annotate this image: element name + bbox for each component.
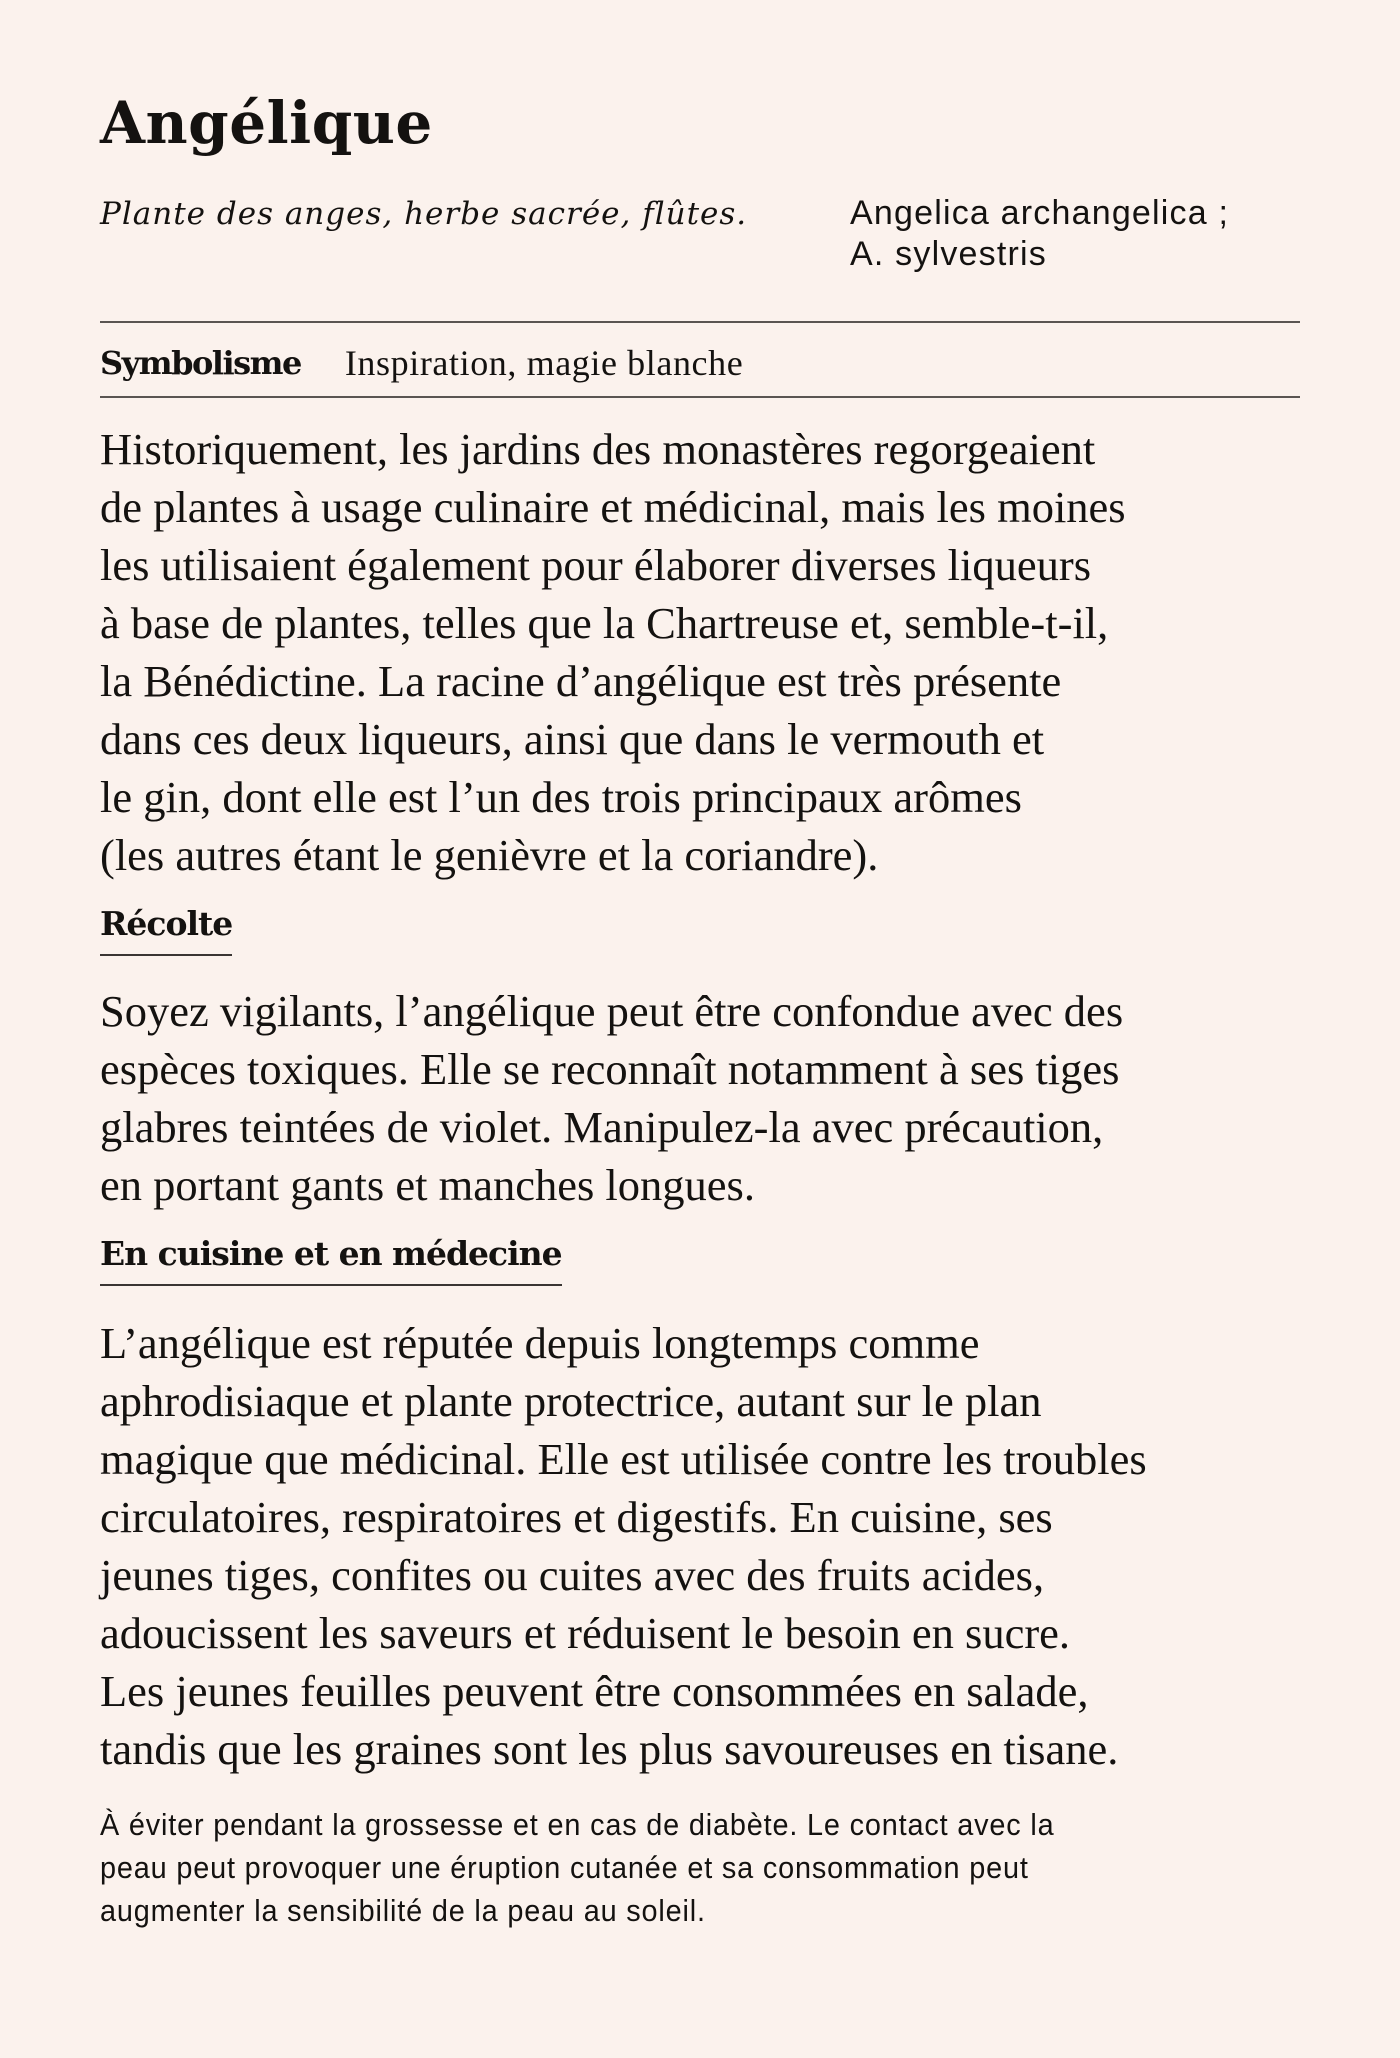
- intro-paragraph: [100, 420, 1320, 884]
- text-line: Les jeunes feuilles peuvent être consommées en salade,: [100, 1666, 1089, 1716]
- text-line: L’angélique est réputée depuis longtemps comme: [100, 1318, 980, 1368]
- text-line: circulatoires, respiratoires et digestifs. En cuisine, ses: [100, 1492, 1053, 1542]
- section-heading-cooking-medicine: En cuisine et en médecine: [100, 1232, 562, 1286]
- warning-line: À éviter pendant la grossesse et en cas de diabète. Le contact avec la: [100, 1807, 1055, 1842]
- divider-bottom: [100, 396, 1300, 398]
- text-line: les utilisaient également pour élaborer diverses liqueurs: [100, 540, 1092, 590]
- latin-names: [850, 193, 1229, 275]
- text-line: à base de plantes, telles que la Chartreuse et, semble-t-il,: [100, 598, 1109, 648]
- text-line: magique que médicinal. Elle est utilisée contre les troubles: [100, 1434, 1147, 1484]
- text-line: glabres teintées de violet. Manipulez-la avec précaution,: [100, 1102, 1104, 1152]
- text-line: adoucissent les saveurs et réduisent le besoin en sucre.: [100, 1608, 1071, 1658]
- section-heading-harvest: Récolte: [100, 902, 232, 956]
- text-line: Historiquement, les jardins des monastères regorgeaient: [100, 424, 1096, 474]
- latin-name: Angelica archangelica ;: [850, 194, 1230, 232]
- warning-note: [100, 1803, 1309, 1932]
- warning-line: peau peut provoquer une éruption cutanée et sa consommation peut: [100, 1850, 1029, 1885]
- text-line: (les autres étant le genièvre et la coriandre).: [100, 830, 879, 880]
- text-line: Soyez vigilants, l’angélique peut être confondue avec des: [100, 986, 1124, 1036]
- symbolism-value: Inspiration, magie blanche: [344, 343, 744, 383]
- text-line: en portant gants et manches longues.: [100, 1160, 755, 1210]
- text-line: le gin, dont elle est l’un des trois principaux arômes: [100, 772, 1022, 822]
- harvest-paragraph: [100, 982, 1320, 1214]
- symbolism-label: Symbolisme: [100, 344, 301, 382]
- divider-top: [100, 321, 1300, 323]
- text-line: dans ces deux liqueurs, ainsi que dans le vermouth et: [100, 714, 1045, 764]
- text-line: espèces toxiques. Elle se reconnaît notamment à ses tiges: [100, 1044, 1120, 1094]
- text-line: la Bénédictine. La racine d’angélique est très présente: [100, 656, 1062, 706]
- page-title: Angélique: [100, 89, 433, 157]
- text-line: tandis que les graines sont les plus savoureuses en tisane.: [100, 1724, 1119, 1774]
- warning-line: augmenter la sensibilité de la peau au soleil.: [100, 1893, 706, 1928]
- text-line: aphrodisiaque et plante protectrice, autant sur le plan: [100, 1376, 1042, 1426]
- text-line: jeunes tiges, confites ou cuites avec des fruits acides,: [100, 1550, 1045, 1600]
- text-line: de plantes à usage culinaire et médicinal, mais les moines: [100, 482, 1126, 532]
- symbolism-row: [100, 335, 743, 391]
- cooking-medicine-paragraph: [100, 1314, 1320, 1778]
- common-names: Plante des anges, herbe sacrée, flûtes.: [100, 196, 748, 232]
- latin-name: A. sylvestris: [850, 235, 1047, 273]
